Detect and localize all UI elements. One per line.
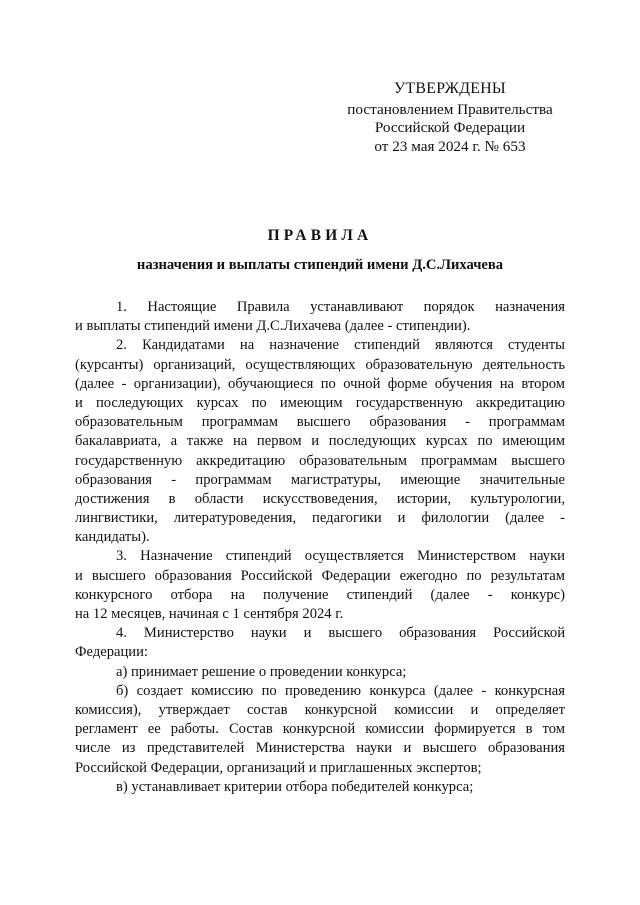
approval-line-2: Российской Федерации bbox=[374, 119, 526, 137]
approval-line-3: от 23 мая 2024 г. № 653 bbox=[374, 138, 526, 156]
approved-heading: УТВЕРЖДЕНЫ bbox=[393, 80, 506, 97]
paragraph-line: (далее - организации), обучающиеся по очной форме обучения на втором bbox=[75, 375, 565, 392]
approval-block bbox=[340, 80, 560, 157]
paragraph-line: конкурсного отбора на получение стипендий (далее - конкурс) bbox=[75, 586, 565, 603]
document-body bbox=[75, 298, 565, 797]
paragraph-line: регламент ее работы. Состав конкурсной комиссии формируется в том bbox=[75, 721, 565, 738]
document-subtitle: назначения и выплаты стипендий имени Д.С.Лихачева bbox=[136, 257, 504, 273]
paragraph-line: Российской Федерации, организаций и приглашенных экспертов; bbox=[75, 759, 482, 776]
paragraph-line: б) создает комиссию по проведению конкурса (далее - конкурсная bbox=[116, 682, 565, 699]
paragraph-line: а) принимает решение о проведении конкурса; bbox=[116, 663, 407, 680]
paragraph-line: и выплаты стипендий имени Д.С.Лихачева (далее - стипендии). bbox=[75, 318, 471, 335]
paragraph-line: и высшего образования Российской Федерации ежегодно по результатам bbox=[75, 567, 565, 584]
document-title: ПРАВИЛА bbox=[267, 227, 373, 244]
paragraph-line: 4. Министерство науки и высшего образования Российской bbox=[116, 625, 565, 642]
paragraph-line: бакалавриата, а также на первом и последующих курсах по имеющим bbox=[75, 433, 565, 450]
paragraph-line: комиссия), утверждает состав конкурсной комиссии и определяет bbox=[75, 701, 565, 718]
paragraph-line: образовательным программам высшего образования - программам bbox=[75, 414, 565, 431]
paragraph-line: кандидаты). bbox=[75, 529, 150, 546]
paragraph-line: 1. Настоящие Правила устанавливают порядок назначения bbox=[116, 299, 565, 315]
paragraph-line: и последующих курсах по имеющим государственную аккредитацию bbox=[75, 394, 565, 411]
paragraph-line: 3. Назначение стипендий осуществляется Министерством науки bbox=[116, 548, 565, 565]
paragraph-line: 2. Кандидатами на назначение стипендий являются студенты bbox=[116, 337, 565, 354]
paragraph-line: на 12 месяцев, начиная с 1 сентября 2024 г. bbox=[75, 606, 344, 622]
paragraph-line: числе из представителей Министерства науки и высшего образования bbox=[75, 740, 565, 757]
paragraph-line: достижения в области искусствоведения, истории, культурологии, bbox=[75, 490, 565, 507]
paragraph-line: государственную аккредитацию образовательным программам высшего bbox=[75, 452, 565, 469]
paragraph-line: в) устанавливает критерии отбора победителей конкурса; bbox=[116, 778, 474, 795]
approval-line-1: постановлением Правительства bbox=[347, 100, 553, 118]
paragraph-line: (курсанты) организаций, осуществляющих образовательную деятельность bbox=[75, 356, 565, 373]
paragraph-line: Федерации: bbox=[75, 644, 148, 661]
paragraph-line: лингвистики, литературоведения, педагогики и филологии (далее - bbox=[75, 510, 565, 527]
paragraph-line: образования - программам магистратуры, имеющие значительные bbox=[75, 471, 565, 488]
